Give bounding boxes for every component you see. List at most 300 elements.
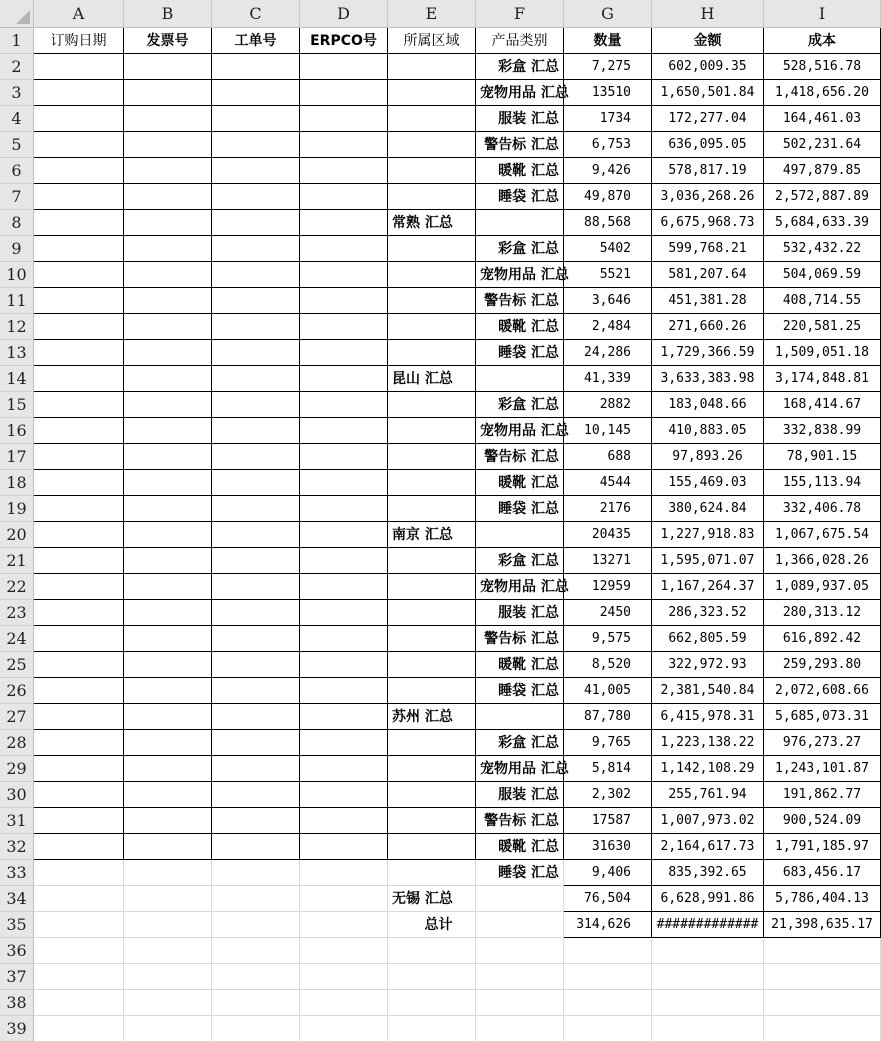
cell-c21[interactable] [212,548,300,574]
cell-i13[interactable]: 1,509,051.18 [764,340,881,366]
row-header-23[interactable]: 23 [0,600,34,626]
cell-d4[interactable] [300,106,388,132]
cell-i7[interactable]: 2,572,887.89 [764,184,881,210]
cell-a39[interactable] [34,1016,124,1042]
row-header-11[interactable]: 11 [0,288,34,314]
cell-a2[interactable] [34,54,124,80]
column-header-h[interactable]: H [652,0,764,28]
cell-d30[interactable] [300,782,388,808]
cell-a37[interactable] [34,964,124,990]
cell-a26[interactable] [34,678,124,704]
row-header-28[interactable]: 28 [0,730,34,756]
cell-c22[interactable] [212,574,300,600]
cell-h5[interactable]: 636,095.05 [652,132,764,158]
cell-f11[interactable]: 警告标 汇总 [476,288,564,314]
cell-e11[interactable] [388,288,476,314]
cell-b5[interactable] [124,132,212,158]
cell-h19[interactable]: 380,624.84 [652,496,764,522]
cell-i34[interactable]: 5,786,404.13 [764,886,881,912]
cell-g8[interactable]: 88,568 [564,210,652,236]
cell-g7[interactable]: 49,870 [564,184,652,210]
cell-i30[interactable]: 191,862.77 [764,782,881,808]
cell-g17[interactable]: 688 [564,444,652,470]
cell-h31[interactable]: 1,007,973.02 [652,808,764,834]
cell-d17[interactable] [300,444,388,470]
cell-i24[interactable]: 616,892.42 [764,626,881,652]
cell-d24[interactable] [300,626,388,652]
cell-g37[interactable] [564,964,652,990]
cell-b36[interactable] [124,938,212,964]
cell-h38[interactable] [652,990,764,1016]
cell-h24[interactable]: 662,805.59 [652,626,764,652]
cell-c2[interactable] [212,54,300,80]
cell-f12[interactable]: 暖靴 汇总 [476,314,564,340]
cell-i8[interactable]: 5,684,633.39 [764,210,881,236]
cell-d6[interactable] [300,158,388,184]
cell-a27[interactable] [34,704,124,730]
cell-i39[interactable] [764,1016,881,1042]
cell-f31[interactable]: 警告标 汇总 [476,808,564,834]
cell-g33[interactable]: 9,406 [564,860,652,886]
cell-c37[interactable] [212,964,300,990]
cell-h17[interactable]: 97,893.26 [652,444,764,470]
cell-f9[interactable]: 彩盒 汇总 [476,236,564,262]
cell-b34[interactable] [124,886,212,912]
row-header-27[interactable]: 27 [0,704,34,730]
cell-e32[interactable] [388,834,476,860]
cell-b21[interactable] [124,548,212,574]
cell-a25[interactable] [34,652,124,678]
cell-i32[interactable]: 1,791,185.97 [764,834,881,860]
cell-i26[interactable]: 2,072,608.66 [764,678,881,704]
cell-g26[interactable]: 41,005 [564,678,652,704]
cell-h27[interactable]: 6,415,978.31 [652,704,764,730]
cell-h2[interactable]: 602,009.35 [652,54,764,80]
row-header-35[interactable]: 35 [0,912,34,938]
cell-f21[interactable]: 彩盒 汇总 [476,548,564,574]
cell-f19[interactable]: 睡袋 汇总 [476,496,564,522]
cell-d3[interactable] [300,80,388,106]
cell-g5[interactable]: 6,753 [564,132,652,158]
cell-b10[interactable] [124,262,212,288]
cell-e21[interactable] [388,548,476,574]
row-header-32[interactable]: 32 [0,834,34,860]
cell-a34[interactable] [34,886,124,912]
cell-d39[interactable] [300,1016,388,1042]
cell-h16[interactable]: 410,883.05 [652,418,764,444]
select-all-corner[interactable] [0,0,34,28]
cell-i9[interactable]: 532,432.22 [764,236,881,262]
cell-a7[interactable] [34,184,124,210]
cell-a17[interactable] [34,444,124,470]
cell-f36[interactable] [476,938,564,964]
cell-h3[interactable]: 1,650,501.84 [652,80,764,106]
cell-i16[interactable]: 332,838.99 [764,418,881,444]
cell-c4[interactable] [212,106,300,132]
cell-f23[interactable]: 服装 汇总 [476,600,564,626]
cell-i5[interactable]: 502,231.64 [764,132,881,158]
cell-f8[interactable] [476,210,564,236]
row-header-5[interactable]: 5 [0,132,34,158]
cell-d23[interactable] [300,600,388,626]
row-header-9[interactable]: 9 [0,236,34,262]
cell-f17[interactable]: 警告标 汇总 [476,444,564,470]
cell-b30[interactable] [124,782,212,808]
cell-d32[interactable] [300,834,388,860]
row-header-12[interactable]: 12 [0,314,34,340]
row-header-3[interactable]: 3 [0,80,34,106]
cell-g12[interactable]: 2,484 [564,314,652,340]
cell-a12[interactable] [34,314,124,340]
cell-b20[interactable] [124,522,212,548]
cell-d36[interactable] [300,938,388,964]
cell-b13[interactable] [124,340,212,366]
cell-d14[interactable] [300,366,388,392]
cell-a3[interactable] [34,80,124,106]
cell-c6[interactable] [212,158,300,184]
cell-c7[interactable] [212,184,300,210]
cell-e22[interactable] [388,574,476,600]
cell-d16[interactable] [300,418,388,444]
cell-d21[interactable] [300,548,388,574]
cell-g2[interactable]: 7,275 [564,54,652,80]
cell-h15[interactable]: 183,048.66 [652,392,764,418]
cell-a11[interactable] [34,288,124,314]
cell-i11[interactable]: 408,714.55 [764,288,881,314]
cell-i36[interactable] [764,938,881,964]
cell-a16[interactable] [34,418,124,444]
cell-f16[interactable]: 宠物用品 汇总 [476,418,564,444]
cell-f7[interactable]: 睡袋 汇总 [476,184,564,210]
cell-f26[interactable]: 睡袋 汇总 [476,678,564,704]
cell-g29[interactable]: 5,814 [564,756,652,782]
column-header-c[interactable]: C [212,0,300,28]
cell-a38[interactable] [34,990,124,1016]
cell-b39[interactable] [124,1016,212,1042]
cell-i38[interactable] [764,990,881,1016]
cell-f13[interactable]: 睡袋 汇总 [476,340,564,366]
cell-h39[interactable] [652,1016,764,1042]
row-header-15[interactable]: 15 [0,392,34,418]
cell-c36[interactable] [212,938,300,964]
cell-h26[interactable]: 2,381,540.84 [652,678,764,704]
cell-e39[interactable] [388,1016,476,1042]
cell-c38[interactable] [212,990,300,1016]
cell-c31[interactable] [212,808,300,834]
cell-b37[interactable] [124,964,212,990]
cell-d20[interactable] [300,522,388,548]
cell-d19[interactable] [300,496,388,522]
cell-g6[interactable]: 9,426 [564,158,652,184]
cell-a21[interactable] [34,548,124,574]
row-header-26[interactable]: 26 [0,678,34,704]
cell-g16[interactable]: 10,145 [564,418,652,444]
cell-a19[interactable] [34,496,124,522]
cell-c33[interactable] [212,860,300,886]
cell-g28[interactable]: 9,765 [564,730,652,756]
cell-h6[interactable]: 578,817.19 [652,158,764,184]
cell-i29[interactable]: 1,243,101.87 [764,756,881,782]
cell-b2[interactable] [124,54,212,80]
cell-i15[interactable]: 168,414.67 [764,392,881,418]
cell-d31[interactable] [300,808,388,834]
column-header-i[interactable]: I [764,0,881,28]
cell-b3[interactable] [124,80,212,106]
cell-e13[interactable] [388,340,476,366]
cell-f20[interactable] [476,522,564,548]
row-header-39[interactable]: 39 [0,1016,34,1042]
cell-c25[interactable] [212,652,300,678]
cell-b9[interactable] [124,236,212,262]
cell-e20[interactable]: 南京 汇总 [388,522,476,548]
cell-b12[interactable] [124,314,212,340]
cell-g36[interactable] [564,938,652,964]
cell-i14[interactable]: 3,174,848.81 [764,366,881,392]
cell-a29[interactable] [34,756,124,782]
cell-a33[interactable] [34,860,124,886]
cell-e18[interactable] [388,470,476,496]
cell-b32[interactable] [124,834,212,860]
cell-g31[interactable]: 17587 [564,808,652,834]
row-header-18[interactable]: 18 [0,470,34,496]
cell-i6[interactable]: 497,879.85 [764,158,881,184]
cell-a15[interactable] [34,392,124,418]
column-header-a[interactable]: A [34,0,124,28]
cell-f3[interactable]: 宠物用品 汇总 [476,80,564,106]
cell-b4[interactable] [124,106,212,132]
cell-b7[interactable] [124,184,212,210]
cell-e38[interactable] [388,990,476,1016]
cell-d22[interactable] [300,574,388,600]
cell-f22[interactable]: 宠物用品 汇总 [476,574,564,600]
cell-f24[interactable]: 警告标 汇总 [476,626,564,652]
cell-d12[interactable] [300,314,388,340]
cell-b33[interactable] [124,860,212,886]
cell-c29[interactable] [212,756,300,782]
cell-d27[interactable] [300,704,388,730]
cell-c12[interactable] [212,314,300,340]
cell-b28[interactable] [124,730,212,756]
cell-g23[interactable]: 2450 [564,600,652,626]
row-header-13[interactable]: 13 [0,340,34,366]
cell-e14[interactable]: 昆山 汇总 [388,366,476,392]
cell-b31[interactable] [124,808,212,834]
cell-e27[interactable]: 苏州 汇总 [388,704,476,730]
row-header-20[interactable]: 20 [0,522,34,548]
cell-b24[interactable] [124,626,212,652]
cell-c28[interactable] [212,730,300,756]
cell-h37[interactable] [652,964,764,990]
cell-g24[interactable]: 9,575 [564,626,652,652]
cell-c3[interactable] [212,80,300,106]
row-header-25[interactable]: 25 [0,652,34,678]
header-cell-d[interactable]: ERPCO号 [300,28,388,54]
cell-c16[interactable] [212,418,300,444]
cell-c20[interactable] [212,522,300,548]
cell-b38[interactable] [124,990,212,1016]
cell-d11[interactable] [300,288,388,314]
row-header-7[interactable]: 7 [0,184,34,210]
cell-a10[interactable] [34,262,124,288]
row-header-17[interactable]: 17 [0,444,34,470]
cell-e23[interactable] [388,600,476,626]
cell-g25[interactable]: 8,520 [564,652,652,678]
cell-h9[interactable]: 599,768.21 [652,236,764,262]
header-cell-i[interactable]: 成本 [764,28,881,54]
cell-f38[interactable] [476,990,564,1016]
cell-e29[interactable] [388,756,476,782]
cell-g10[interactable]: 5521 [564,262,652,288]
cell-g22[interactable]: 12959 [564,574,652,600]
cell-g34[interactable]: 76,504 [564,886,652,912]
cell-a5[interactable] [34,132,124,158]
cell-c5[interactable] [212,132,300,158]
cell-b6[interactable] [124,158,212,184]
cell-a8[interactable] [34,210,124,236]
cell-b16[interactable] [124,418,212,444]
row-header-30[interactable]: 30 [0,782,34,808]
cell-e28[interactable] [388,730,476,756]
header-cell-h[interactable]: 金额 [652,28,764,54]
cell-e10[interactable] [388,262,476,288]
cell-h33[interactable]: 835,392.65 [652,860,764,886]
cell-c15[interactable] [212,392,300,418]
cell-h11[interactable]: 451,381.28 [652,288,764,314]
cell-c27[interactable] [212,704,300,730]
cell-i35[interactable]: 21,398,635.17 [764,912,881,938]
cell-i12[interactable]: 220,581.25 [764,314,881,340]
cell-a24[interactable] [34,626,124,652]
row-header-16[interactable]: 16 [0,418,34,444]
cell-f30[interactable]: 服装 汇总 [476,782,564,808]
header-cell-g[interactable]: 数量 [564,28,652,54]
cell-c19[interactable] [212,496,300,522]
header-cell-c[interactable]: 工单号 [212,28,300,54]
cell-a14[interactable] [34,366,124,392]
cell-g15[interactable]: 2882 [564,392,652,418]
cell-c32[interactable] [212,834,300,860]
cell-f2[interactable]: 彩盒 汇总 [476,54,564,80]
cell-i25[interactable]: 259,293.80 [764,652,881,678]
cell-g11[interactable]: 3,646 [564,288,652,314]
column-header-f[interactable]: F [476,0,564,28]
cell-h35[interactable]: ############# [652,912,764,938]
cell-a31[interactable] [34,808,124,834]
cell-e36[interactable] [388,938,476,964]
cell-e25[interactable] [388,652,476,678]
cell-d5[interactable] [300,132,388,158]
cell-c35[interactable] [212,912,300,938]
row-header-14[interactable]: 14 [0,366,34,392]
cell-e35[interactable]: 总计 [388,912,476,938]
cell-b14[interactable] [124,366,212,392]
cell-h8[interactable]: 6,675,968.73 [652,210,764,236]
row-header-38[interactable]: 38 [0,990,34,1016]
cell-g21[interactable]: 13271 [564,548,652,574]
cell-h7[interactable]: 3,036,268.26 [652,184,764,210]
cell-h18[interactable]: 155,469.03 [652,470,764,496]
cell-g27[interactable]: 87,780 [564,704,652,730]
cell-a32[interactable] [34,834,124,860]
cell-c39[interactable] [212,1016,300,1042]
cell-f25[interactable]: 暖靴 汇总 [476,652,564,678]
cell-e6[interactable] [388,158,476,184]
cell-f18[interactable]: 暖靴 汇总 [476,470,564,496]
cell-f5[interactable]: 警告标 汇总 [476,132,564,158]
cell-c8[interactable] [212,210,300,236]
row-header-1[interactable]: 1 [0,28,34,54]
cell-a4[interactable] [34,106,124,132]
cell-d25[interactable] [300,652,388,678]
cell-g19[interactable]: 2176 [564,496,652,522]
cell-g38[interactable] [564,990,652,1016]
cell-i17[interactable]: 78,901.15 [764,444,881,470]
row-header-22[interactable]: 22 [0,574,34,600]
cell-i33[interactable]: 683,456.17 [764,860,881,886]
cell-i20[interactable]: 1,067,675.54 [764,522,881,548]
cell-b25[interactable] [124,652,212,678]
cell-h4[interactable]: 172,277.04 [652,106,764,132]
cell-c34[interactable] [212,886,300,912]
cell-e31[interactable] [388,808,476,834]
cell-c17[interactable] [212,444,300,470]
cell-c18[interactable] [212,470,300,496]
row-header-36[interactable]: 36 [0,938,34,964]
cell-e4[interactable] [388,106,476,132]
cell-f34[interactable] [476,886,564,912]
cell-a30[interactable] [34,782,124,808]
cell-i23[interactable]: 280,313.12 [764,600,881,626]
cell-a36[interactable] [34,938,124,964]
cell-e16[interactable] [388,418,476,444]
cell-g35[interactable]: 314,626 [564,912,652,938]
cell-e30[interactable] [388,782,476,808]
cell-i28[interactable]: 976,273.27 [764,730,881,756]
cell-e24[interactable] [388,626,476,652]
cell-h20[interactable]: 1,227,918.83 [652,522,764,548]
cell-f28[interactable]: 彩盒 汇总 [476,730,564,756]
cell-i18[interactable]: 155,113.94 [764,470,881,496]
cell-h36[interactable] [652,938,764,964]
cell-a23[interactable] [34,600,124,626]
row-header-4[interactable]: 4 [0,106,34,132]
cell-d29[interactable] [300,756,388,782]
row-header-24[interactable]: 24 [0,626,34,652]
cell-c26[interactable] [212,678,300,704]
cell-i2[interactable]: 528,516.78 [764,54,881,80]
cell-d37[interactable] [300,964,388,990]
column-header-d[interactable]: D [300,0,388,28]
cell-i31[interactable]: 900,524.09 [764,808,881,834]
cell-e34[interactable]: 无锡 汇总 [388,886,476,912]
cell-g18[interactable]: 4544 [564,470,652,496]
cell-d8[interactable] [300,210,388,236]
row-header-21[interactable]: 21 [0,548,34,574]
cell-g3[interactable]: 13510 [564,80,652,106]
cell-g20[interactable]: 20435 [564,522,652,548]
row-header-31[interactable]: 31 [0,808,34,834]
cell-h10[interactable]: 581,207.64 [652,262,764,288]
cell-g14[interactable]: 41,339 [564,366,652,392]
cell-i27[interactable]: 5,685,073.31 [764,704,881,730]
cell-d15[interactable] [300,392,388,418]
cell-h13[interactable]: 1,729,366.59 [652,340,764,366]
row-header-29[interactable]: 29 [0,756,34,782]
cell-g9[interactable]: 5402 [564,236,652,262]
cell-b29[interactable] [124,756,212,782]
cell-d35[interactable] [300,912,388,938]
cell-g13[interactable]: 24,286 [564,340,652,366]
